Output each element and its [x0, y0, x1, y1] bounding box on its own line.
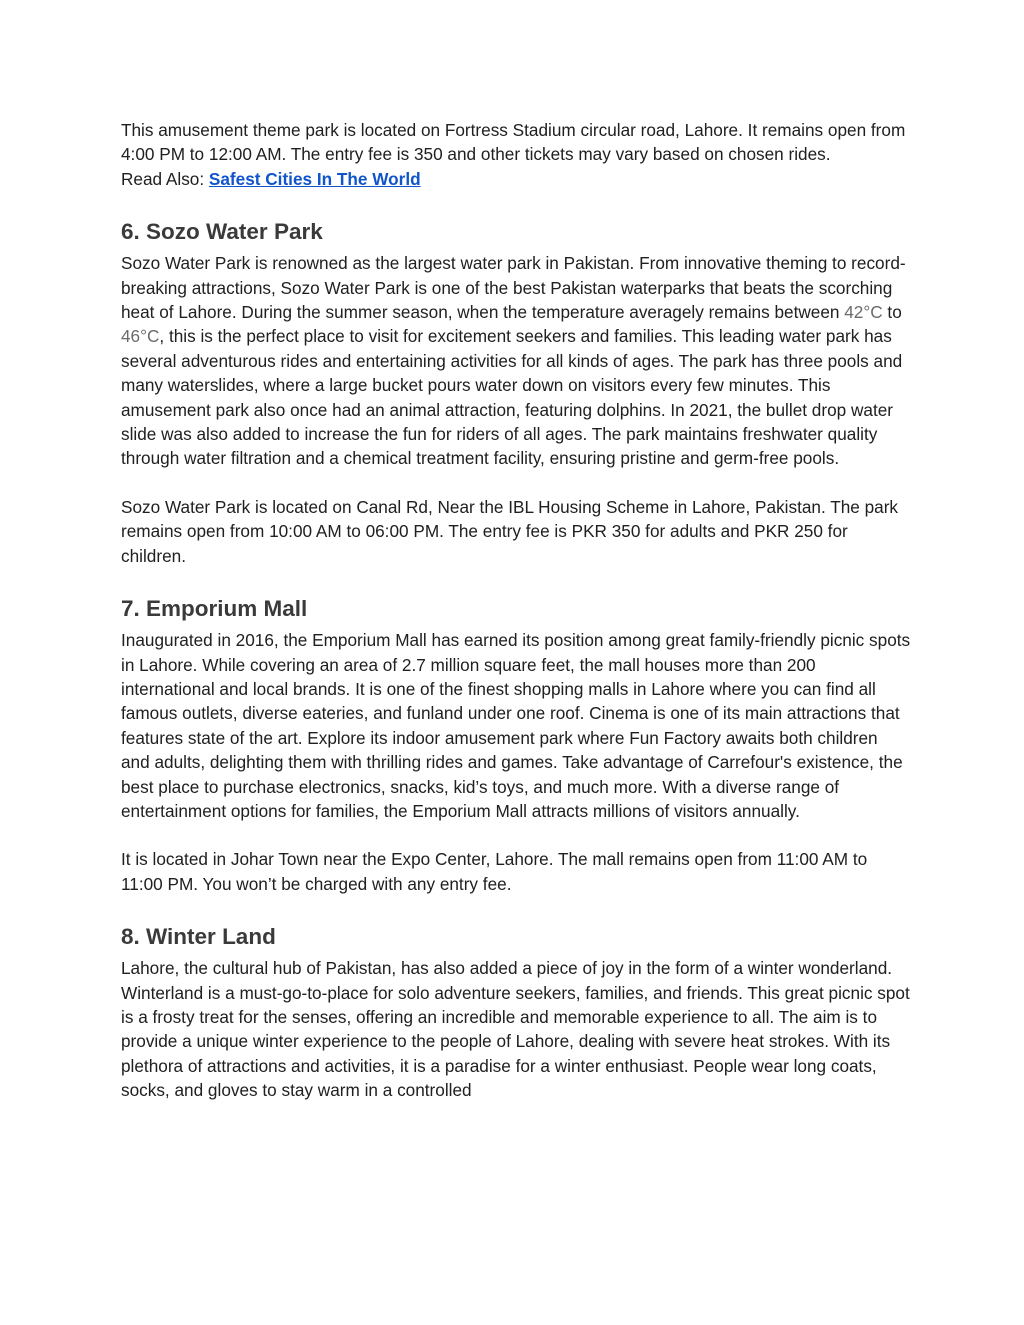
read-also-label: Read Also:: [121, 168, 209, 189]
winter-paragraph-1: Lahore, the cultural hub of Pakistan, has also added a piece of joy in the form of a winter wonderland. Winterland is a must-go-to-place for solo adventure seekers, families, and friends. This great picnic spot is a frosty treat for the senses, offering an incredible and memorable experience to all. The aim is to provide a unique winter experience to the people of Lahore, dealing with severe heat strokes. With its plethora of attractions and activities, it is a paradise for a winter enthusiast. People wear long coats, socks, and gloves to stay warm in a controlled: [121, 958, 910, 1101]
sozo-paragraph-2: Sozo Water Park is located on Canal Rd, Near the IBL Housing Scheme in Lahore, Pakistan. The park remains open from 10:00 AM to 06:00 PM. The entry fee is PKR 350 for adults and PKR 250 for children.: [121, 496, 899, 566]
intro-text: This amusement theme park is located on Fortress Stadium circular road, Lahore. It remains open from 4:00 PM to 12:00 AM. The entry fee is 350 and other tickets may vary based on chosen rides.: [121, 120, 906, 165]
temperature-low: 42°C: [844, 302, 883, 323]
temperature-to: to: [882, 302, 902, 323]
sozo-p1-before: Sozo Water Park is renowned as the largest water park in Pakistan. From innovative theming to record-breaking attractions, Sozo Water Park is one of the best Pakistan waterparks that beats the scorching heat of Lahore. During the summer season, when the temperature averagely remains between: [121, 253, 906, 323]
heading-winter-land: 8. Winter Land: [121, 924, 276, 950]
heading-sozo-water-park: 6. Sozo Water Park: [121, 219, 323, 245]
emporium-paragraph-2: It is located in Johar Town near the Expo Center, Lahore. The mall remains open from 11:00 AM to 11:00 PM. You won’t be charged with any entry fee.: [121, 849, 868, 894]
emporium-paragraph-1: Inaugurated in 2016, the Emporium Mall has earned its position among great family-friendly picnic spots in Lahore. While covering an area of 2.7 million square feet, the mall houses more than 200 international and local brands. It is one of the finest shopping malls in Lahore where you can find all famous outlets, diverse eateries, and funland under one roof. Cinema is one of its main attractions that features state of the art. Explore its indoor amusement park where Fun Factory awaits both children and adults, delighting them with thrilling rides and games. Take advantage of Carrefour's existence, the best place to purchase electronics, snacks, kid’s toys, and much more. With a diverse range of entertainment options for families, the Emporium Mall attracts millions of visitors annually.: [121, 630, 911, 821]
sozo-p1-after: , this is the perfect place to visit for excitement seekers and families. This leading water park has several adventurous rides and entertaining activities for all kinds of ages. The park has three pools and many waterslides, where a large bucket pours water down on visitors every few minutes. This amusement park also once had an animal attraction, featuring dolphins. In 2021, the bullet drop water slide was also added to increase the fun for riders of all ages. The park maintains freshwater quality through water filtration and a chemical treatment facility, ensuring pristine and germ-free pools.: [121, 326, 903, 469]
document-page: [121, 118, 911, 1103]
paragraph-gap: [121, 823, 911, 847]
heading-emporium-mall: 7. Emporium Mall: [121, 596, 308, 622]
sozo-paragraph-1: [121, 251, 911, 471]
temperature-high: 46°C: [121, 326, 160, 347]
read-also-link[interactable]: Safest Cities In The World: [208, 168, 421, 189]
paragraph-gap: [121, 471, 911, 495]
intro-paragraph: [121, 118, 911, 191]
